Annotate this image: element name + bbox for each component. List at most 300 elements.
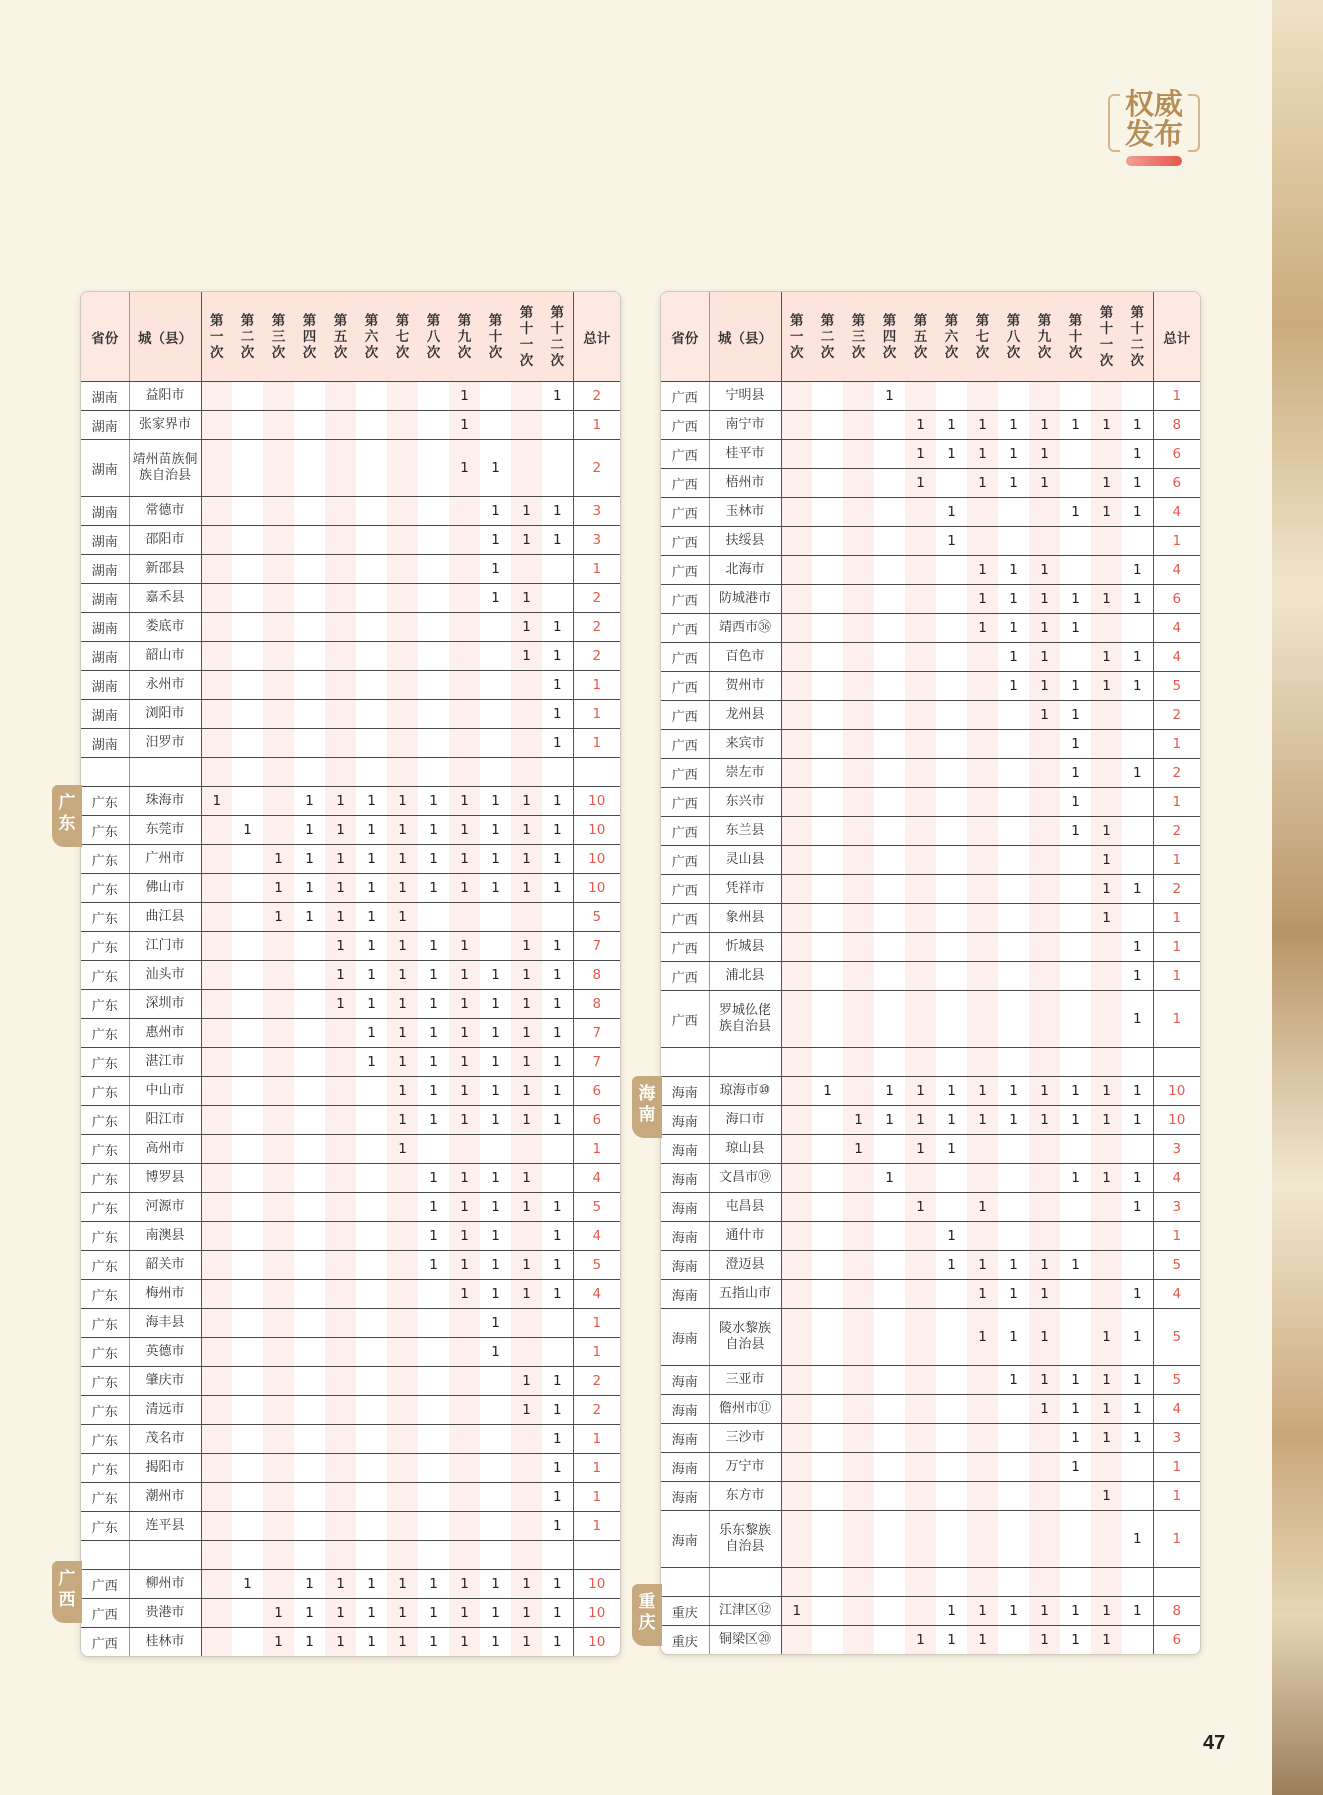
- province-cell: 广东: [81, 1106, 129, 1135]
- count-cell: [967, 1164, 998, 1193]
- count-cell: [936, 991, 967, 1048]
- count-cell: [356, 584, 387, 613]
- count-cell: 1: [356, 816, 387, 845]
- count-cell: [449, 1309, 480, 1338]
- province-cell: 湖南: [81, 526, 129, 555]
- city-cell: 文昌市⑲: [709, 1164, 781, 1193]
- count-cell: 1: [1091, 1106, 1122, 1135]
- count-cell: 1: [418, 1570, 449, 1599]
- count-cell: 1: [1091, 1626, 1122, 1655]
- count-cell: [294, 382, 325, 411]
- count-cell: [201, 1164, 232, 1193]
- count-cell: 1: [1091, 846, 1122, 875]
- count-cell: [967, 1366, 998, 1395]
- table-row: [81, 1280, 620, 1309]
- count-cell: [263, 613, 294, 642]
- count-cell: 1: [418, 1077, 449, 1106]
- count-cell: [201, 1338, 232, 1367]
- count-cell: [263, 1454, 294, 1483]
- city-cell: 浏阳市: [129, 700, 201, 729]
- count-cell: 1: [1091, 411, 1122, 440]
- count-cell: 1: [356, 787, 387, 816]
- table-row: [81, 1222, 620, 1251]
- count-cell: [781, 817, 812, 846]
- province-cell: 广东: [81, 1396, 129, 1425]
- count-cell: [874, 1309, 905, 1366]
- count-cell: [387, 1164, 418, 1193]
- count-cell: [843, 1077, 874, 1106]
- city-cell: 防城港市: [709, 585, 781, 614]
- count-cell: [1122, 382, 1153, 411]
- total-cell: 5: [1153, 1309, 1200, 1366]
- count-cell: [812, 1424, 843, 1453]
- count-cell: [480, 1396, 511, 1425]
- count-cell: 1: [449, 874, 480, 903]
- total-cell: 1: [1153, 991, 1200, 1048]
- province-cell: 湖南: [81, 613, 129, 642]
- count-cell: [325, 1338, 356, 1367]
- table-row: [81, 1106, 620, 1135]
- count-cell: [294, 700, 325, 729]
- count-cell: 1: [511, 845, 542, 874]
- count-cell: [263, 1193, 294, 1222]
- count-cell: [263, 1164, 294, 1193]
- count-cell: [232, 613, 263, 642]
- count-cell: [905, 614, 936, 643]
- count-cell: 1: [387, 1599, 418, 1628]
- province-cell: 广西: [661, 759, 709, 788]
- city-cell: 柳州市: [129, 1570, 201, 1599]
- count-cell: [998, 933, 1029, 962]
- count-cell: [263, 1309, 294, 1338]
- count-cell: [905, 904, 936, 933]
- count-cell: 1: [1091, 585, 1122, 614]
- count-cell: [1060, 1193, 1091, 1222]
- count-cell: [1060, 382, 1091, 411]
- count-cell: [201, 1280, 232, 1309]
- province-cell: 湖南: [81, 411, 129, 440]
- total-cell: 5: [1153, 1366, 1200, 1395]
- province-cell: 广东: [81, 990, 129, 1019]
- count-cell: 1: [511, 1048, 542, 1077]
- count-cell: 1: [1091, 1395, 1122, 1424]
- table-row: [81, 1570, 620, 1599]
- count-cell: [480, 1483, 511, 1512]
- count-cell: 1: [936, 527, 967, 556]
- count-cell: [511, 1135, 542, 1164]
- count-cell: 1: [480, 1193, 511, 1222]
- count-cell: [201, 1077, 232, 1106]
- count-cell: 1: [511, 961, 542, 990]
- count-cell: [812, 614, 843, 643]
- table-row: [661, 962, 1200, 991]
- count-cell: 1: [449, 1077, 480, 1106]
- count-cell: [294, 526, 325, 555]
- count-cell: 1: [542, 1280, 573, 1309]
- city-cell: [129, 758, 201, 787]
- count-cell: [356, 1425, 387, 1454]
- total-cell: 5: [1153, 1251, 1200, 1280]
- count-cell: [812, 382, 843, 411]
- count-cell: [1091, 1135, 1122, 1164]
- count-cell: [1029, 1511, 1060, 1568]
- count-cell: [449, 584, 480, 613]
- count-cell: 1: [1060, 1164, 1091, 1193]
- count-cell: 1: [1060, 1424, 1091, 1453]
- count-cell: [232, 729, 263, 758]
- count-cell: [1091, 1511, 1122, 1568]
- province-cell: 海南: [661, 1366, 709, 1395]
- count-cell: [781, 1164, 812, 1193]
- count-cell: [449, 729, 480, 758]
- city-cell: 娄底市: [129, 613, 201, 642]
- header-province: 省份: [661, 292, 709, 382]
- province-cell: 广东: [81, 932, 129, 961]
- count-cell: 1: [1091, 875, 1122, 904]
- count-cell: [387, 526, 418, 555]
- count-cell: [449, 526, 480, 555]
- count-cell: 1: [1122, 759, 1153, 788]
- count-cell: [843, 440, 874, 469]
- province-cell: [81, 1541, 129, 1570]
- count-cell: [201, 671, 232, 700]
- count-cell: [1029, 1482, 1060, 1511]
- count-cell: 1: [905, 440, 936, 469]
- count-cell: 1: [263, 1628, 294, 1657]
- count-cell: 1: [387, 932, 418, 961]
- count-cell: [232, 845, 263, 874]
- count-cell: 1: [936, 498, 967, 527]
- count-cell: [936, 556, 967, 585]
- city-cell: 来宾市: [709, 730, 781, 759]
- total-cell: 4: [1153, 614, 1200, 643]
- total-cell: 6: [573, 1077, 620, 1106]
- count-cell: 1: [1091, 817, 1122, 846]
- count-cell: [1122, 846, 1153, 875]
- count-cell: [812, 643, 843, 672]
- table-row: [81, 1338, 620, 1367]
- count-cell: 1: [263, 874, 294, 903]
- total-cell: 6: [573, 1106, 620, 1135]
- province-cell: 湖南: [81, 555, 129, 584]
- count-cell: [201, 845, 232, 874]
- count-cell: [263, 990, 294, 1019]
- count-cell: 1: [1122, 411, 1153, 440]
- count-cell: 1: [511, 787, 542, 816]
- count-cell: [1091, 730, 1122, 759]
- count-cell: 1: [294, 874, 325, 903]
- logo-text-line2: 发布: [1124, 117, 1183, 151]
- count-cell: 1: [325, 1599, 356, 1628]
- total-cell: 1: [573, 1425, 620, 1454]
- count-cell: [325, 1396, 356, 1425]
- province-cell: 广西: [81, 1628, 129, 1657]
- count-cell: 1: [1122, 1511, 1153, 1568]
- count-cell: [967, 788, 998, 817]
- table-row: [661, 788, 1200, 817]
- count-cell: [843, 411, 874, 440]
- count-cell: [201, 1222, 232, 1251]
- count-cell: 1: [480, 990, 511, 1019]
- table-row: [81, 758, 620, 787]
- count-cell: [1091, 933, 1122, 962]
- count-cell: 1: [418, 874, 449, 903]
- count-cell: [781, 527, 812, 556]
- count-cell: 1: [1060, 1597, 1091, 1626]
- count-cell: 1: [480, 961, 511, 990]
- count-cell: [781, 1424, 812, 1453]
- count-cell: [1122, 1453, 1153, 1482]
- count-cell: 1: [1029, 643, 1060, 672]
- count-cell: 1: [542, 1425, 573, 1454]
- count-cell: [480, 411, 511, 440]
- count-cell: [387, 1512, 418, 1541]
- count-cell: [1091, 382, 1122, 411]
- total-cell: 1: [1153, 1222, 1200, 1251]
- table-row: [81, 440, 620, 497]
- table-row: [81, 1193, 620, 1222]
- count-cell: [1122, 788, 1153, 817]
- count-cell: [449, 497, 480, 526]
- count-cell: [418, 497, 449, 526]
- total-cell: 2: [573, 1396, 620, 1425]
- count-cell: [418, 1454, 449, 1483]
- count-cell: 1: [325, 1628, 356, 1657]
- table-row: [81, 584, 620, 613]
- count-cell: 1: [325, 903, 356, 932]
- count-cell: 1: [356, 903, 387, 932]
- count-cell: [325, 642, 356, 671]
- count-cell: 1: [449, 411, 480, 440]
- count-cell: [480, 700, 511, 729]
- count-cell: [418, 1338, 449, 1367]
- count-cell: [356, 497, 387, 526]
- count-cell: 1: [1122, 1597, 1153, 1626]
- count-cell: 1: [387, 845, 418, 874]
- total-cell: 10: [1153, 1106, 1200, 1135]
- table-row: [81, 613, 620, 642]
- header-round-10: 第 十 次: [1060, 292, 1091, 382]
- count-cell: [263, 411, 294, 440]
- count-cell: [967, 1395, 998, 1424]
- count-cell: [781, 846, 812, 875]
- count-cell: [998, 1511, 1029, 1568]
- count-cell: [1029, 846, 1060, 875]
- city-cell: 汨罗市: [129, 729, 201, 758]
- count-cell: 1: [511, 584, 542, 613]
- total-cell: 8: [573, 990, 620, 1019]
- count-cell: [356, 1164, 387, 1193]
- count-cell: [936, 1193, 967, 1222]
- count-cell: [201, 1309, 232, 1338]
- count-cell: 1: [263, 1599, 294, 1628]
- count-cell: [356, 1396, 387, 1425]
- count-cell: [781, 440, 812, 469]
- city-cell: [129, 1541, 201, 1570]
- count-cell: [542, 903, 573, 932]
- count-cell: 1: [480, 1309, 511, 1338]
- count-cell: 1: [1060, 1453, 1091, 1482]
- count-cell: [905, 817, 936, 846]
- table-row: [661, 440, 1200, 469]
- count-cell: [781, 1077, 812, 1106]
- count-cell: [843, 1453, 874, 1482]
- count-cell: 1: [905, 1135, 936, 1164]
- count-cell: [325, 758, 356, 787]
- count-cell: [294, 961, 325, 990]
- count-cell: 1: [449, 1019, 480, 1048]
- count-cell: [201, 729, 232, 758]
- count-cell: [387, 642, 418, 671]
- count-cell: [418, 555, 449, 584]
- count-cell: [263, 1541, 294, 1570]
- count-cell: [387, 1541, 418, 1570]
- count-cell: 1: [874, 1077, 905, 1106]
- count-cell: [418, 382, 449, 411]
- city-cell: 英德市: [129, 1338, 201, 1367]
- count-cell: [998, 904, 1029, 933]
- count-cell: [232, 382, 263, 411]
- province-cell: 广西: [661, 440, 709, 469]
- count-cell: [325, 1454, 356, 1483]
- count-cell: [325, 1077, 356, 1106]
- count-cell: [263, 1077, 294, 1106]
- count-cell: [874, 498, 905, 527]
- count-cell: [1060, 933, 1091, 962]
- count-cell: [294, 1338, 325, 1367]
- count-cell: 1: [1029, 1626, 1060, 1655]
- count-cell: 1: [967, 614, 998, 643]
- table-row: [661, 556, 1200, 585]
- header-round-4: 第 四 次: [874, 292, 905, 382]
- count-cell: [812, 1395, 843, 1424]
- count-cell: [1029, 1568, 1060, 1597]
- count-cell: [294, 1251, 325, 1280]
- count-cell: 1: [1060, 1077, 1091, 1106]
- count-cell: 1: [998, 614, 1029, 643]
- logo-right-bracket: [1188, 94, 1200, 152]
- count-cell: [1122, 527, 1153, 556]
- count-cell: [263, 816, 294, 845]
- count-cell: [936, 1395, 967, 1424]
- count-cell: [998, 991, 1029, 1048]
- province-cell: 重庆: [661, 1626, 709, 1655]
- table-row: [81, 1164, 620, 1193]
- count-cell: [201, 1251, 232, 1280]
- count-cell: [356, 440, 387, 497]
- count-cell: 1: [936, 1135, 967, 1164]
- total-cell: 1: [1153, 1453, 1200, 1482]
- count-cell: [325, 526, 356, 555]
- count-cell: [356, 1338, 387, 1367]
- count-cell: [480, 1454, 511, 1483]
- count-cell: 1: [1029, 411, 1060, 440]
- province-cell: 广西: [661, 701, 709, 730]
- province-cell: 海南: [661, 1164, 709, 1193]
- count-cell: 1: [449, 961, 480, 990]
- count-cell: [936, 1482, 967, 1511]
- table-row: [81, 382, 620, 411]
- count-cell: 1: [418, 1222, 449, 1251]
- count-cell: 1: [542, 990, 573, 1019]
- count-cell: [998, 962, 1029, 991]
- total-cell: 4: [1153, 556, 1200, 585]
- count-cell: [511, 1454, 542, 1483]
- count-cell: [232, 903, 263, 932]
- count-cell: [325, 700, 356, 729]
- count-cell: 1: [967, 411, 998, 440]
- count-cell: [294, 1280, 325, 1309]
- count-cell: [874, 1482, 905, 1511]
- table-row: [81, 526, 620, 555]
- province-cell: 广东: [81, 1309, 129, 1338]
- city-cell: 阳江市: [129, 1106, 201, 1135]
- province-cell: 广东: [81, 1512, 129, 1541]
- table-row: [661, 1077, 1200, 1106]
- table-row: [661, 527, 1200, 556]
- count-cell: [998, 1626, 1029, 1655]
- count-cell: [1122, 1048, 1153, 1077]
- count-cell: [781, 643, 812, 672]
- table-row: [81, 671, 620, 700]
- count-cell: [387, 1222, 418, 1251]
- count-cell: [263, 932, 294, 961]
- total-cell: 3: [1153, 1135, 1200, 1164]
- table-row: [661, 1222, 1200, 1251]
- count-cell: [232, 1396, 263, 1425]
- count-cell: [387, 1367, 418, 1396]
- count-cell: [843, 1424, 874, 1453]
- count-cell: [449, 1512, 480, 1541]
- count-cell: [511, 903, 542, 932]
- count-cell: 1: [356, 1599, 387, 1628]
- count-cell: [325, 1512, 356, 1541]
- total-cell: 10: [573, 1570, 620, 1599]
- count-cell: [387, 671, 418, 700]
- count-cell: [356, 411, 387, 440]
- count-cell: [325, 1280, 356, 1309]
- count-cell: [1122, 904, 1153, 933]
- count-cell: [1060, 643, 1091, 672]
- count-cell: [542, 1135, 573, 1164]
- count-cell: [936, 1164, 967, 1193]
- count-cell: [201, 903, 232, 932]
- count-cell: 1: [511, 1628, 542, 1657]
- count-cell: 1: [387, 1048, 418, 1077]
- count-cell: 1: [387, 1019, 418, 1048]
- count-cell: [201, 758, 232, 787]
- header-total: 总计: [1153, 292, 1200, 382]
- count-cell: [781, 672, 812, 701]
- count-cell: 1: [449, 1193, 480, 1222]
- count-cell: 1: [936, 1597, 967, 1626]
- count-cell: 1: [449, 1599, 480, 1628]
- count-cell: [936, 730, 967, 759]
- count-cell: 1: [1091, 1482, 1122, 1511]
- count-cell: [781, 759, 812, 788]
- count-cell: [812, 1597, 843, 1626]
- count-cell: [387, 1338, 418, 1367]
- count-cell: [356, 1251, 387, 1280]
- count-cell: 1: [418, 1048, 449, 1077]
- count-cell: [1060, 527, 1091, 556]
- count-cell: [1060, 875, 1091, 904]
- count-cell: [781, 411, 812, 440]
- count-cell: [480, 671, 511, 700]
- province-cell: 广西: [661, 585, 709, 614]
- city-cell: 张家界市: [129, 411, 201, 440]
- count-cell: [418, 1309, 449, 1338]
